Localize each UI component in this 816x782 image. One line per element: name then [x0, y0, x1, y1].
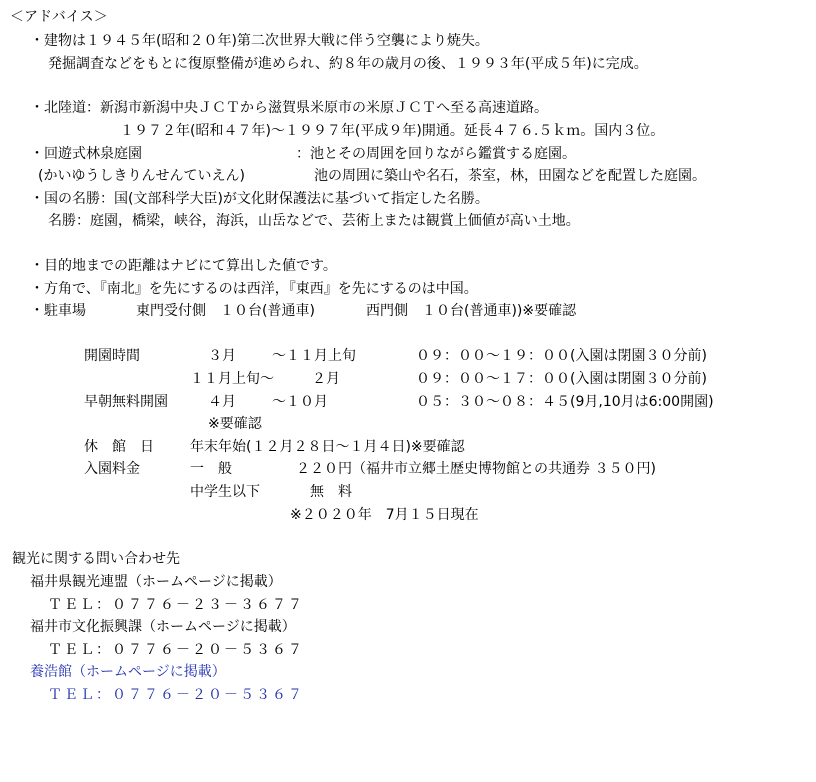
- hours-row3-time: ０５：３０～０８：４５(9月,10月は6:00開園): [416, 394, 714, 410]
- hours-row2-period: １１月上旬～: [190, 371, 274, 387]
- direction-note: ・方角で、『南北』を先にするのは西洋，『東西』を先にするのは中国。: [30, 281, 478, 297]
- contact-phone: ＴＥＬ：０７７６－２０－５３６７: [48, 642, 304, 658]
- parking-east: 東門受付側 １０台(普通車): [136, 303, 315, 319]
- contact-name: 福井県観光連盟（ホームページに掲載）: [30, 574, 282, 590]
- garden-term: ・回遊式林泉庭園: [30, 146, 142, 162]
- building-line-2: 発掘調査などをもとに復原整備が進められ、約８年の歳月の後、１９９３年(平成５年)に完成。: [48, 56, 648, 72]
- garden-reading: (かいゆうしきりんせんていえん): [38, 168, 245, 184]
- early-opening-label: 早朝無料開園: [84, 394, 168, 410]
- contact-phone: ＴＥＬ：０７７６－２０－５３６７: [48, 687, 304, 703]
- building-line-1: ・建物は１９４５年(昭和２０年)第二次世界大戦に伴う空襲により焼失。: [30, 33, 489, 49]
- closed-days-value: 年末年始(１２月２８日～１月４日)※要確認: [190, 439, 465, 455]
- parking-label: ・駐車場: [30, 303, 86, 319]
- fee-junior-value: 無 料: [310, 484, 352, 500]
- contact-name: 養浩館（ホームページに掲載）: [30, 664, 226, 680]
- scenic-line-2: 名勝：庭園，橋梁，峡谷，海浜，山岳などで、芸術上または観賞上価値が高い土地。: [48, 213, 580, 229]
- hokuriku-line-2: １９７２年(昭和４７年)～１９９７年(平成９年)開通。延長４７６.５ｋｍ。国内３位。: [120, 123, 665, 139]
- contact-name: 福井市文化振興課（ホームページに掲載）: [30, 619, 296, 635]
- early-confirm-note: ※要確認: [208, 416, 262, 432]
- hours-row3-period: ４月: [208, 394, 236, 410]
- closed-days-label: 休 館 日: [84, 439, 154, 455]
- navi-note: ・目的地までの距離はナビにて算出した値です。: [30, 258, 337, 274]
- fee-general-value: ２２０円（福井市立郷土歴史博物館との共通券 ３５０円): [296, 461, 656, 477]
- hours-row1-to: ～１１月上旬: [272, 348, 356, 364]
- as-of-date: ※２０２０年 7月１５日現在: [290, 507, 479, 523]
- hours-row2-time: ０９：００～１７：００(入園は閉園３０分前): [416, 371, 707, 387]
- opening-hours-label: 開園時間: [84, 348, 140, 364]
- scenic-line-1: ・国の名勝：国(文部科学大臣)が文化財保護法に基づいて指定した名勝。: [30, 191, 489, 207]
- contacts-heading: 観光に関する問い合わせ先: [12, 551, 180, 567]
- garden-definition-2: 池の周囲に築山や名石，茶室，林，田園などを配置した庭園。: [314, 168, 706, 184]
- hours-row1-period: ３月: [208, 348, 236, 364]
- hours-row2-to: ２月: [312, 371, 340, 387]
- contact-phone: ＴＥＬ：０７７６－２３－３６７７: [48, 597, 304, 613]
- hokuriku-line-1: ・北陸道：新潟市新潟中央ＪＣＴから滋賀県米原市の米原ＪＣＴへ至る高速道路。: [30, 100, 548, 116]
- hours-row1-time: ０９：００～１９：００(入園は閉園３０分前): [416, 348, 707, 364]
- garden-definition-1: ：池とその周囲を回りながら鑑賞する庭園。: [296, 146, 576, 162]
- fee-general-label: 一 般: [190, 461, 232, 477]
- fee-junior-label: 中学生以下: [190, 484, 260, 500]
- parking-west: 西門側 １０台(普通車))※要確認: [366, 303, 577, 319]
- advice-heading: ＜アドバイス＞: [10, 9, 108, 25]
- fee-label: 入園料金: [84, 461, 140, 477]
- hours-row3-to: ～１０月: [272, 394, 328, 410]
